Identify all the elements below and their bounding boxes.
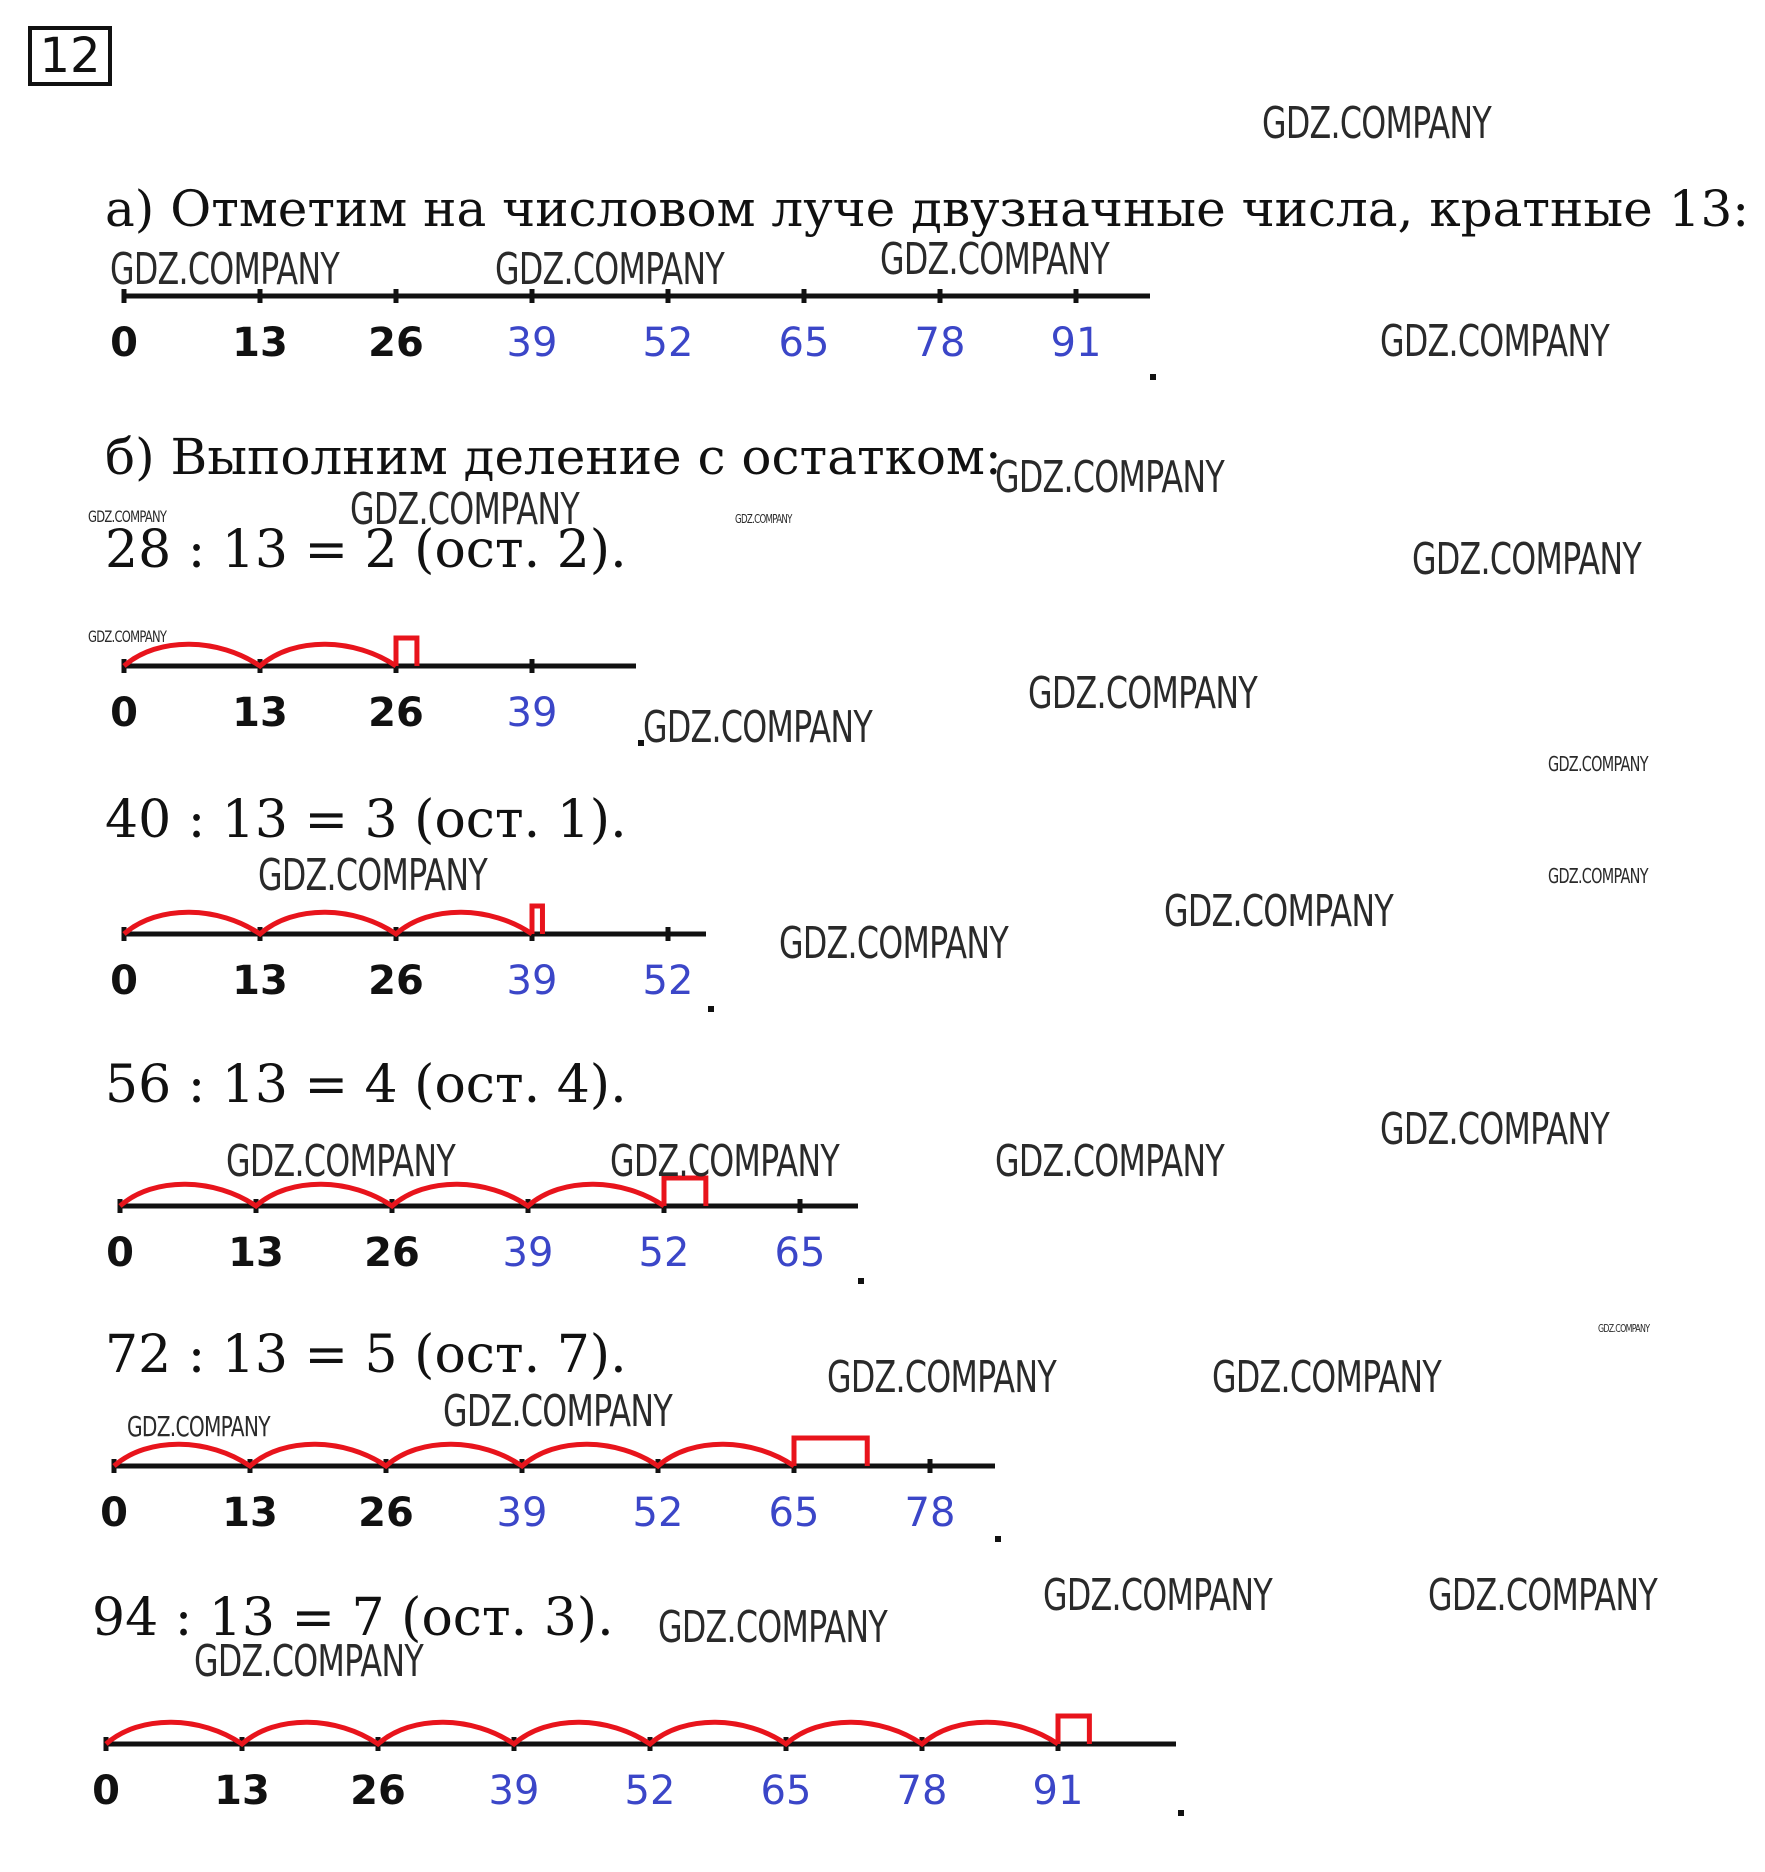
division-equation-3: 56 : 13 = 4 (ост. 4).	[105, 1055, 627, 1115]
watermark: GDZ.COMPANY	[350, 484, 579, 535]
division-equation-1: 28 : 13 = 2 (ост. 2).	[105, 520, 627, 580]
ray-tick-label: 52	[632, 1490, 684, 1536]
ray-tick-label: 52	[642, 958, 694, 1004]
watermark: GDZ.COMPANY	[88, 627, 167, 646]
watermark: GDZ.COMPANY	[1548, 752, 1648, 776]
ray-tick-label: 52	[642, 320, 694, 366]
watermark: GDZ.COMPANY	[1043, 1570, 1272, 1621]
ray-tick-label: 78	[914, 320, 966, 366]
ray-tick-label: 13	[214, 1768, 270, 1814]
remainder-bracket	[396, 638, 417, 666]
ray-tick-label: 0	[110, 958, 138, 1004]
ray-tick-label: 13	[228, 1230, 284, 1276]
ray-tick-label: 0	[110, 690, 138, 736]
ray-tick-label: 0	[100, 1490, 128, 1536]
ray-tick-label: 65	[760, 1768, 812, 1814]
watermark: GDZ.COMPANY	[1028, 668, 1257, 719]
watermark: GDZ.COMPANY	[995, 452, 1224, 503]
watermark: GDZ.COMPANY	[110, 244, 339, 295]
watermark: GDZ.COMPANY	[658, 1602, 887, 1653]
watermark: GDZ.COMPANY	[194, 1636, 423, 1687]
period-dot	[1178, 1810, 1184, 1816]
ray-tick-label: 39	[506, 320, 558, 366]
ray-tick-label: 26	[350, 1768, 406, 1814]
division-step-arcs	[124, 912, 532, 934]
ray-tick-label: 26	[364, 1230, 420, 1276]
watermark: GDZ.COMPANY	[1412, 534, 1641, 585]
ray-tick-label: 91	[1050, 320, 1102, 366]
ray-tick-label: 52	[638, 1230, 690, 1276]
ray-tick-label: 26	[358, 1490, 414, 1536]
period-dot	[708, 1006, 714, 1012]
part-a-text: а) Отметим на числовом луче двузначные числа, кратные 13:	[105, 180, 1750, 238]
ray-tick-label: 39	[502, 1230, 554, 1276]
ray-tick-label: 0	[110, 320, 138, 366]
remainder-bracket	[1058, 1716, 1089, 1744]
watermark: GDZ.COMPANY	[88, 507, 167, 526]
watermark: GDZ.COMPANY	[258, 850, 487, 901]
division-step-arcs	[120, 1184, 664, 1206]
watermark: GDZ.COMPANY	[1380, 316, 1609, 367]
task-number: 12	[28, 26, 112, 86]
watermark: GDZ.COMPANY	[1164, 886, 1393, 937]
watermark: GDZ.COMPANY	[1548, 864, 1648, 888]
ray-tick-label: 0	[92, 1768, 120, 1814]
period-dot	[995, 1536, 1001, 1542]
watermark: GDZ.COMPANY	[127, 1410, 270, 1443]
division-equation-5: 94 : 13 = 7 (ост. 3).	[92, 1588, 614, 1648]
watermark: GDZ.COMPANY	[779, 918, 1008, 969]
ray-tick-label: 13	[232, 958, 288, 1004]
ray-tick-label: 26	[368, 320, 424, 366]
watermark: GDZ.COMPANY	[495, 244, 724, 295]
ray-tick-label: 39	[506, 958, 558, 1004]
ray-tick-label: 39	[506, 690, 558, 736]
period-dot	[1150, 374, 1156, 380]
ray-tick-label: 39	[488, 1768, 540, 1814]
watermark: GDZ.COMPANY	[1380, 1104, 1609, 1155]
division-step-arcs	[124, 644, 396, 666]
part-b-text: б) Выполним деление с остатком:	[105, 428, 1002, 486]
remainder-bracket	[532, 906, 542, 934]
watermark: GDZ.COMPANY	[1212, 1352, 1441, 1403]
period-dot	[858, 1278, 864, 1284]
watermark: GDZ.COMPANY	[610, 1136, 839, 1187]
ray-tick-label: 65	[778, 320, 830, 366]
division-step-arcs	[114, 1444, 794, 1466]
ray-tick-label: 13	[232, 690, 288, 736]
ray-tick-label: 52	[624, 1768, 676, 1814]
watermark: GDZ.COMPANY	[1262, 98, 1491, 149]
watermark: GDZ.COMPANY	[1598, 1322, 1650, 1335]
watermark: GDZ.COMPANY	[443, 1386, 672, 1437]
ray-tick-label: 65	[774, 1230, 826, 1276]
watermark: GDZ.COMPANY	[226, 1136, 455, 1187]
division-equation-2: 40 : 13 = 3 (ост. 1).	[105, 790, 627, 850]
division-equation-4: 72 : 13 = 5 (ост. 7).	[105, 1325, 627, 1385]
watermark: GDZ.COMPANY	[643, 702, 872, 753]
watermark: GDZ.COMPANY	[880, 234, 1109, 285]
division-step-arcs	[106, 1722, 1058, 1744]
watermark: GDZ.COMPANY	[995, 1136, 1224, 1187]
ray-tick-label: 78	[896, 1768, 948, 1814]
ray-tick-label: 78	[904, 1490, 956, 1536]
ray-tick-label: 91	[1032, 1768, 1084, 1814]
ray-tick-label: 0	[106, 1230, 134, 1276]
ray-tick-label: 13	[232, 320, 288, 366]
watermark: GDZ.COMPANY	[735, 512, 792, 526]
ray-tick-label: 13	[222, 1490, 278, 1536]
ray-tick-label: 65	[768, 1490, 820, 1536]
ray-tick-label: 39	[496, 1490, 548, 1536]
watermark: GDZ.COMPANY	[1428, 1570, 1657, 1621]
ray-tick-label: 26	[368, 958, 424, 1004]
remainder-bracket	[794, 1438, 867, 1466]
watermark: GDZ.COMPANY	[827, 1352, 1056, 1403]
ray-tick-label: 26	[368, 690, 424, 736]
